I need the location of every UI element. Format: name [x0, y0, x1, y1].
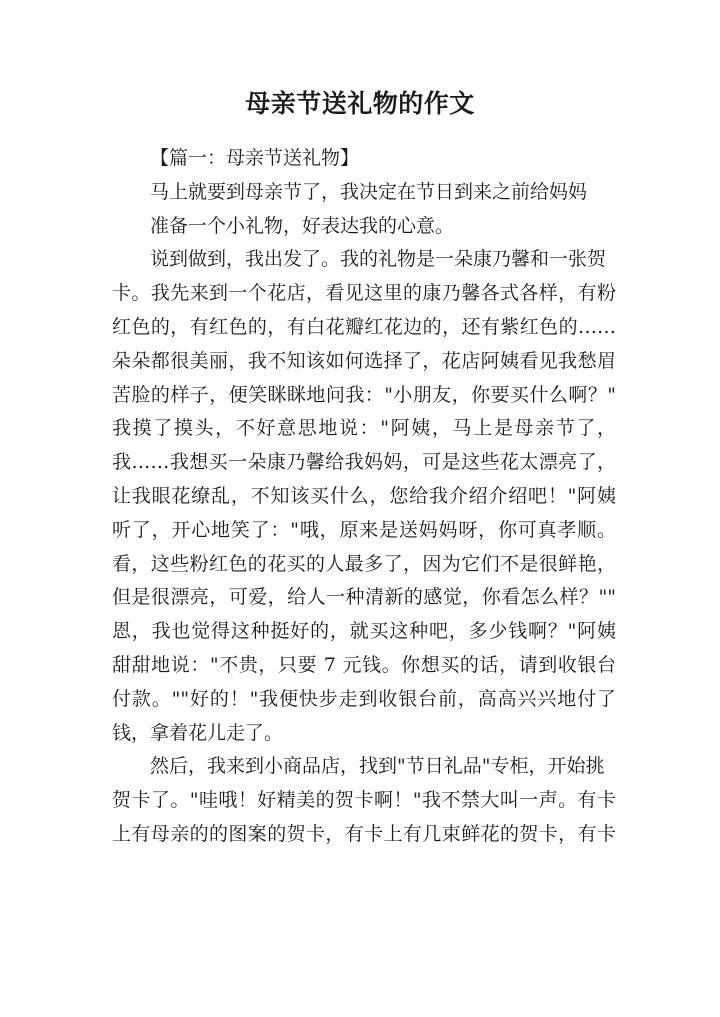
- text-line: 然后，我来到小商品店，找到"节日礼品"专柜，开始挑: [150, 755, 605, 778]
- text-line: 贺卡了。"哇哦！好精美的贺卡啊！"我不禁大叫一声。有卡: [112, 789, 616, 812]
- text-line: 红色的，有红色的，有白花瓣红花边的，还有紫红色的……: [112, 315, 616, 338]
- text-line: 但是很漂亮，可爱，给人一种清新的感觉，你看怎么样？"": [112, 586, 616, 609]
- text-line: 看，这些粉红色的花买的人最多了，因为它们不是很鲜艳，: [112, 552, 616, 575]
- document-title: 母亲节送礼物的作文: [245, 89, 475, 118]
- text-line: 朵朵都很美丽，我不知该如何选择了，花店阿姨看见我愁眉: [112, 349, 616, 372]
- text-line: 卡。我先来到一个花店，看见这里的康乃馨各式各样，有粉: [112, 282, 616, 305]
- text-line: 马上就要到母亲节了，我决定在节日到来之前给妈妈: [150, 180, 588, 203]
- text-line: 我摸了摸头，不好意思地说："阿姨，马上是母亲节了，: [112, 417, 616, 440]
- text-line: 准备一个小礼物，好表达我的心意。: [150, 214, 455, 237]
- section-heading: 【篇一：母亲节送礼物】: [150, 147, 360, 169]
- text-line: 钱，拿着花儿走了。: [112, 721, 284, 744]
- text-line: 听了，开心地笑了："哦，原来是送妈妈呀，你可真孝顺。: [112, 518, 616, 541]
- text-line: 上有母亲的的图案的贺卡，有卡上有几束鲜花的贺卡，有卡: [112, 822, 616, 845]
- text-line: 让我眼花缭乱，不知该买什么，您给我介绍介绍吧！"阿姨: [112, 484, 616, 507]
- text-line: 苦脸的样子，便笑眯眯地问我："小朋友，你要买什么啊？": [112, 383, 616, 406]
- document-body: [112, 142, 616, 852]
- text-line: 我……我想买一朵康乃馨给我妈妈，可是这些花太漂亮了，: [112, 451, 616, 474]
- text-line: 说到做到，我出发了。我的礼物是一朵康乃馨和一张贺: [150, 248, 607, 271]
- text-line: 甜甜地说："不贵，只要 7 元钱。你想买的话，请到收银台: [112, 653, 616, 676]
- text-line: 付款。""好的！"我便快步走到收银台前，高高兴兴地付了: [112, 687, 616, 710]
- text-line: 恩，我也觉得这种挺好的，就买这种吧，多少钱啊？"阿姨: [112, 620, 616, 643]
